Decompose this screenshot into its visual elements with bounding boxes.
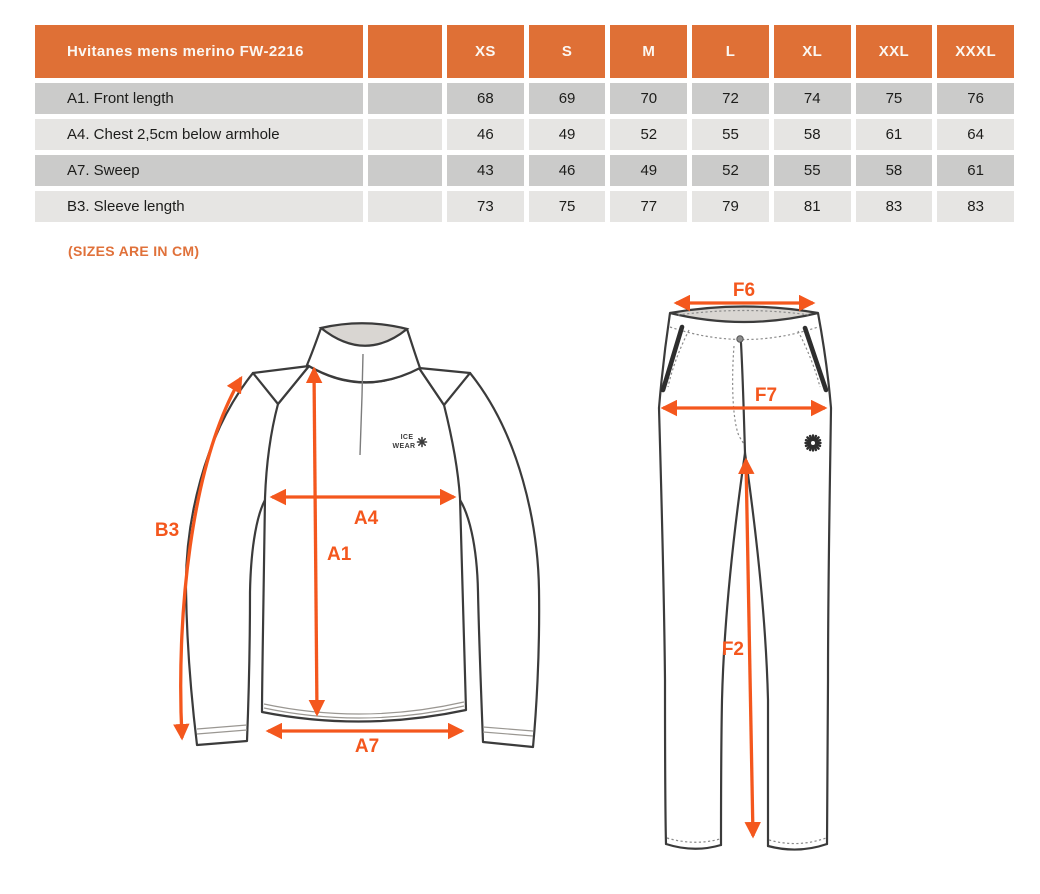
pants-fly-seam — [741, 343, 745, 453]
measure-label-f2: F2 — [721, 639, 744, 660]
row-label: A7. Sweep — [35, 155, 363, 186]
measure-label-f6: F6 — [732, 280, 756, 301]
row-spacer — [368, 191, 442, 222]
size-value: 52 — [610, 119, 687, 150]
row-label: A1. Front length — [35, 83, 363, 114]
measure-label-a4: A4 — [353, 508, 379, 529]
row-spacer — [368, 119, 442, 150]
size-value: 46 — [529, 155, 606, 186]
sweater-right-sleeve — [460, 373, 539, 747]
size-value: 81 — [774, 191, 851, 222]
size-value: 73 — [447, 191, 524, 222]
size-value: 46 — [447, 119, 524, 150]
measure-label-a1: A1 — [327, 544, 352, 565]
size-value: 49 — [529, 119, 606, 150]
size-value: 58 — [856, 155, 933, 186]
size-column-header-s: S — [529, 25, 606, 78]
size-value: 70 — [610, 83, 687, 114]
pants-drawing — [659, 280, 831, 850]
measure-label-f7: F7 — [754, 385, 778, 406]
f2-arrow — [746, 460, 753, 836]
size-column-header-xxl: XXL — [856, 25, 933, 78]
size-value: 76 — [937, 83, 1014, 114]
size-value: 49 — [610, 155, 687, 186]
sweater-body — [262, 366, 466, 722]
pants-button — [737, 336, 743, 342]
size-value: 83 — [856, 191, 933, 222]
size-value: 55 — [774, 155, 851, 186]
size-column-header-l: L — [692, 25, 769, 78]
size-value: 77 — [610, 191, 687, 222]
measure-label-a7: A7 — [354, 736, 380, 757]
size-value: 75 — [856, 83, 933, 114]
row-label: B3. Sleeve length — [35, 191, 363, 222]
size-value: 52 — [692, 155, 769, 186]
size-value: 61 — [856, 119, 933, 150]
sweater-left-sleeve — [186, 373, 265, 745]
size-value: 64 — [937, 119, 1014, 150]
row-label: A4. Chest 2,5cm below armhole — [35, 119, 363, 150]
size-value: 61 — [937, 155, 1014, 186]
logo-text-bottom: WEAR — [392, 443, 416, 450]
size-value: 75 — [529, 191, 606, 222]
pants-left-outseam — [659, 313, 670, 844]
size-column-header-xl: XL — [774, 25, 851, 78]
row-spacer — [368, 83, 442, 114]
measure-label-b3: B3 — [154, 520, 180, 541]
size-diagram — [0, 270, 1040, 894]
size-column-header-xxxl: XXXL — [937, 25, 1014, 78]
pants-left-hem — [666, 844, 721, 849]
size-value: 58 — [774, 119, 851, 150]
size-value: 55 — [692, 119, 769, 150]
pants-waist-inside — [670, 307, 818, 323]
size-value: 74 — [774, 83, 851, 114]
size-column-header-m: M — [610, 25, 687, 78]
size-value: 72 — [692, 83, 769, 114]
table-title: Hvitanes mens merino FW-2216 — [35, 25, 363, 78]
size-value: 68 — [447, 83, 524, 114]
logo-text-top: ICE — [400, 434, 414, 441]
sweater-drawing — [155, 323, 539, 757]
size-value: 69 — [529, 83, 606, 114]
size-table — [35, 25, 1014, 222]
size-value: 83 — [937, 191, 1014, 222]
size-value: 79 — [692, 191, 769, 222]
snowflake-icon — [806, 436, 821, 451]
snowflake-icon — [418, 438, 427, 447]
size-column-header-xs: XS — [447, 25, 524, 78]
pants-right-hem — [768, 844, 827, 850]
pants-right-outseam — [818, 313, 831, 844]
row-spacer — [368, 155, 442, 186]
table-header-spacer — [368, 25, 442, 78]
units-note: (SIZES ARE IN CM) — [68, 243, 200, 259]
size-value: 43 — [447, 155, 524, 186]
